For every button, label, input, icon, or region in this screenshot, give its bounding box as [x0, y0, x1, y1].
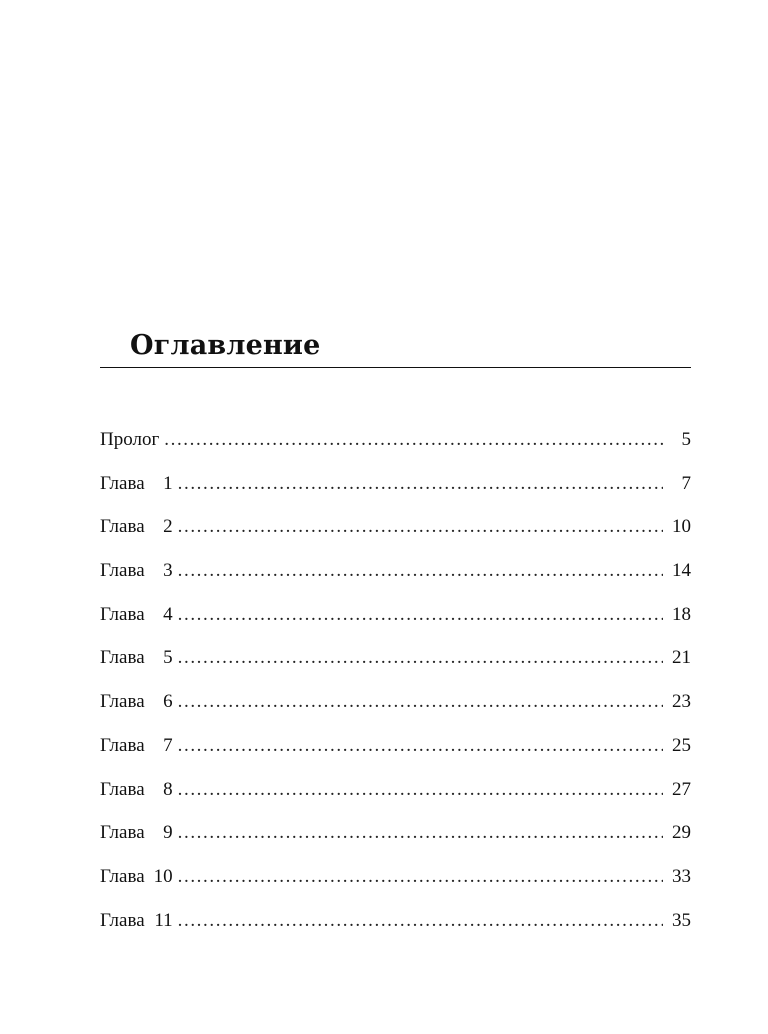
- dot-leader: [164, 425, 663, 455]
- entry-title: Глава: [100, 472, 145, 494]
- dot-leader: [178, 731, 663, 761]
- page-number: 23: [672, 691, 691, 713]
- entry-title: Глава: [100, 778, 145, 800]
- chapter-number: 4: [163, 603, 173, 625]
- toc-entry-chapter-3[interactable]: [100, 556, 691, 600]
- dot-leader: [178, 775, 663, 805]
- entry-label: [100, 556, 173, 586]
- toc-entry-chapter-2[interactable]: [100, 512, 691, 556]
- toc-entry-chapter-11[interactable]: [100, 906, 691, 950]
- chapter-number: 3: [163, 560, 173, 582]
- dot-leader: [178, 600, 663, 630]
- page-number: 29: [672, 822, 691, 844]
- chapter-number: 10: [153, 865, 173, 887]
- toc-entry-chapter-1[interactable]: [100, 469, 691, 513]
- toc-entry-chapter-4[interactable]: [100, 600, 691, 644]
- chapter-number: 9: [163, 822, 173, 844]
- entry-label: [100, 469, 173, 499]
- toc-entry-chapter-5[interactable]: [100, 643, 691, 687]
- entry-title: Глава: [100, 909, 145, 931]
- page-number: 27: [672, 778, 691, 800]
- dot-leader: [178, 687, 663, 717]
- page-number: 21: [672, 647, 691, 669]
- page-number: 5: [681, 429, 691, 450]
- page-number: 14: [672, 560, 691, 582]
- toc-entry-chapter-8[interactable]: [100, 775, 691, 819]
- chapter-number: 11: [154, 909, 173, 931]
- entry-title: Глава: [100, 647, 145, 669]
- entry-title: Глава: [100, 822, 145, 844]
- entry-title: Глава: [100, 603, 145, 625]
- page-number: 35: [672, 909, 691, 931]
- toc-entry-chapter-9[interactable]: [100, 818, 691, 862]
- page-number: 10: [672, 516, 691, 538]
- entry-title: Глава: [100, 691, 145, 713]
- page-number: 25: [672, 734, 691, 756]
- dot-leader: [178, 906, 663, 936]
- chapter-number: 5: [163, 647, 173, 669]
- toc-entry-chapter-7[interactable]: [100, 731, 691, 775]
- entry-title: Глава: [100, 560, 145, 582]
- page-number: 18: [672, 603, 691, 625]
- chapter-number: 8: [163, 778, 173, 800]
- dot-leader: [178, 512, 663, 542]
- entry-label: [100, 731, 173, 761]
- toc-entry-chapter-6[interactable]: [100, 687, 691, 731]
- toc-title: Оглавление: [130, 330, 321, 361]
- chapter-number: 2: [163, 516, 173, 538]
- entry-title: Глава: [100, 516, 145, 538]
- chapter-number: 1: [163, 472, 173, 494]
- toc-list: [100, 425, 691, 949]
- dot-leader: [178, 862, 663, 892]
- entry-title: Глава: [100, 734, 145, 756]
- entry-label: [100, 775, 173, 805]
- entry-label: [100, 425, 159, 455]
- dot-leader: [178, 469, 663, 499]
- entry-label: [100, 906, 173, 936]
- dot-leader: [178, 818, 663, 848]
- dot-leader: [178, 643, 663, 673]
- entry-label: [100, 818, 173, 848]
- entry-title: Пролог: [100, 429, 160, 450]
- toc-entry-prologue[interactable]: [100, 425, 691, 469]
- toc-entry-chapter-10[interactable]: [100, 862, 691, 906]
- entry-label: [100, 862, 173, 892]
- chapter-number: 7: [163, 734, 173, 756]
- page-number: 7: [681, 472, 691, 494]
- entry-label: [100, 687, 173, 717]
- entry-title: Глава: [100, 865, 145, 887]
- title-divider: [100, 367, 691, 368]
- entry-label: [100, 643, 173, 673]
- page-number: 33: [672, 865, 691, 887]
- entry-label: [100, 512, 173, 542]
- entry-label: [100, 600, 173, 630]
- dot-leader: [178, 556, 663, 586]
- chapter-number: 6: [163, 691, 173, 713]
